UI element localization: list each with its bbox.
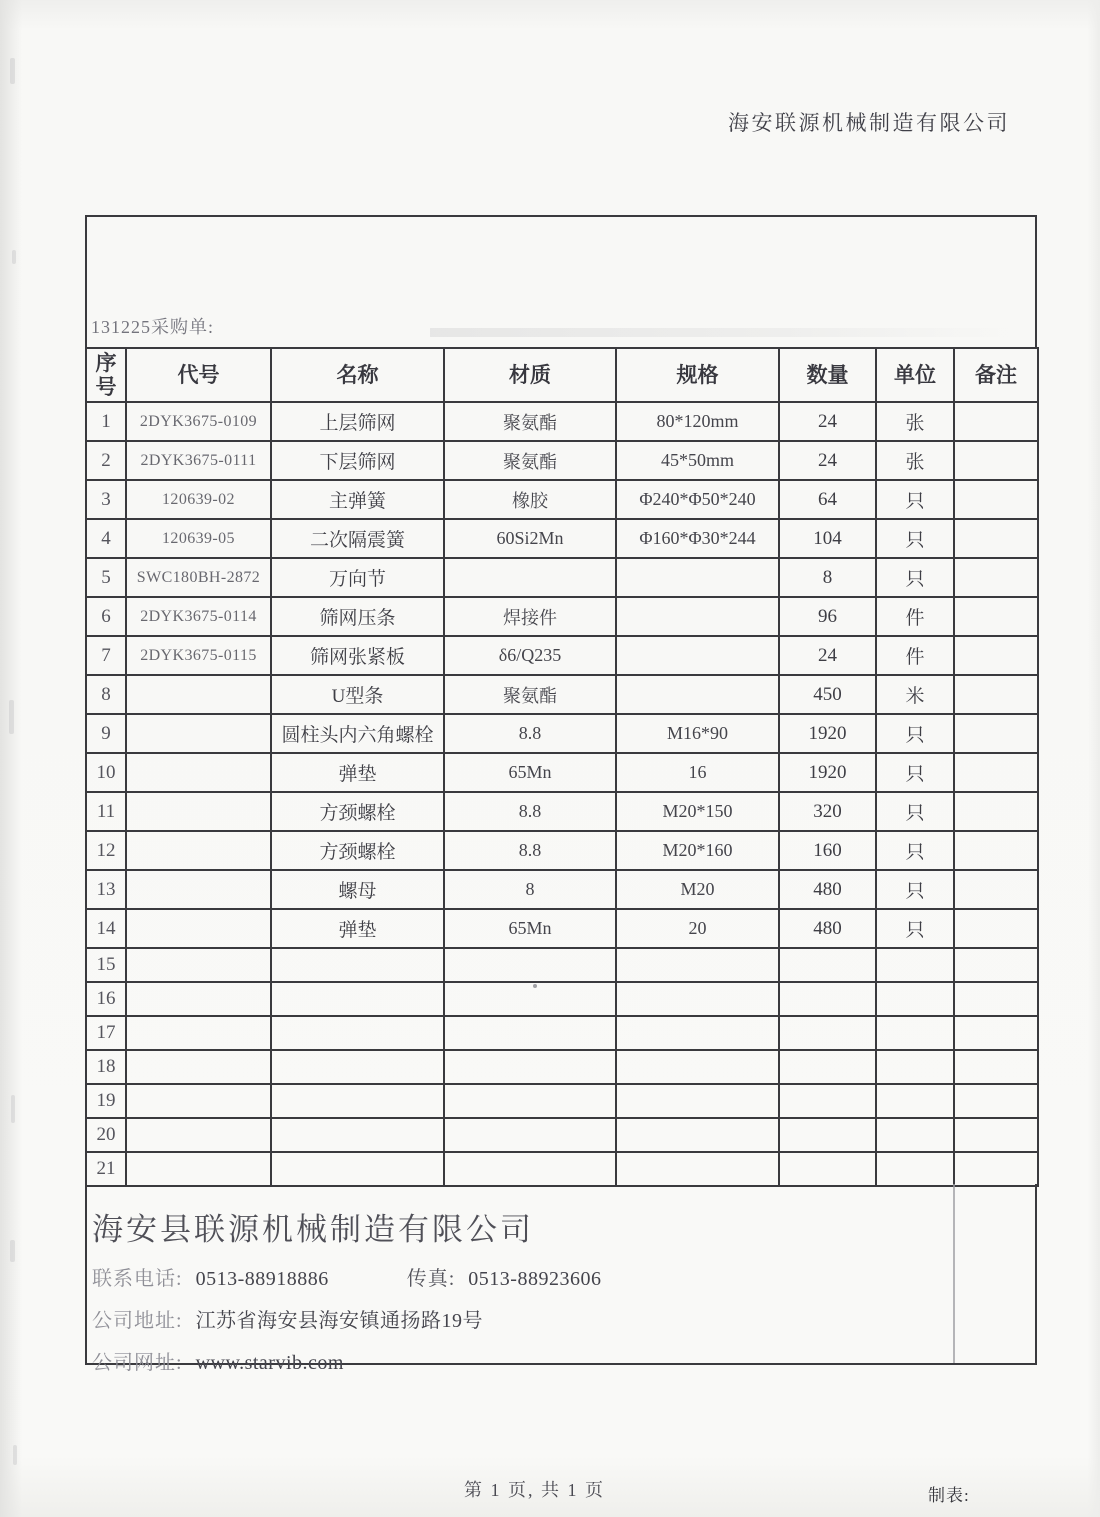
cell-code xyxy=(126,982,271,1016)
fax-label: 传真: xyxy=(406,1268,456,1290)
table-row xyxy=(86,792,1038,831)
cell-unit: 张 xyxy=(876,441,954,480)
scan-artifact xyxy=(10,58,15,84)
cell-note xyxy=(954,714,1038,753)
cell-name: 上层筛网 xyxy=(271,402,444,441)
header-seq: 序号 xyxy=(86,348,126,402)
cell-seq: 19 xyxy=(86,1084,126,1118)
cell-seq: 1 xyxy=(86,402,126,441)
phone-number: 0513-88918886 xyxy=(195,1268,329,1290)
footer-address-line xyxy=(92,1304,1035,1333)
cell-qty xyxy=(779,948,876,982)
cell-seq: 4 xyxy=(86,519,126,558)
cell-note xyxy=(954,982,1038,1016)
fax-number: 0513-88923606 xyxy=(468,1268,602,1290)
phone-label: 联系电话: xyxy=(92,1268,183,1290)
purchase-order-table xyxy=(85,347,1039,1187)
form-top-strip xyxy=(85,215,1037,347)
table-row xyxy=(86,831,1038,870)
cell-code xyxy=(126,831,271,870)
cell-qty xyxy=(779,1050,876,1084)
cell-name: 筛网张紧板 xyxy=(271,636,444,675)
cell-unit: 件 xyxy=(876,597,954,636)
cell-spec xyxy=(616,597,779,636)
cell-note xyxy=(954,1152,1038,1186)
cell-material: 聚氨酯 xyxy=(444,675,616,714)
cell-qty: 64 xyxy=(779,480,876,519)
scan-artifact xyxy=(9,700,14,734)
cell-note xyxy=(954,948,1038,982)
cell-name: 主弹簧 xyxy=(271,480,444,519)
cell-seq: 2 xyxy=(86,441,126,480)
header-name: 名称 xyxy=(271,348,444,402)
cell-note xyxy=(954,870,1038,909)
cell-code: 2DYK3675-0114 xyxy=(126,597,271,636)
cell-spec: M20*150 xyxy=(616,792,779,831)
cell-code xyxy=(126,792,271,831)
cell-seq: 8 xyxy=(86,675,126,714)
cell-name: 下层筛网 xyxy=(271,441,444,480)
cell-material: 橡胶 xyxy=(444,480,616,519)
cell-seq: 6 xyxy=(86,597,126,636)
table-row xyxy=(86,480,1038,519)
cell-spec: M16*90 xyxy=(616,714,779,753)
cell-unit: 只 xyxy=(876,792,954,831)
scan-artifact xyxy=(10,1240,15,1262)
cell-code xyxy=(126,1084,271,1118)
cell-spec xyxy=(616,1084,779,1118)
header-material: 材质 xyxy=(444,348,616,402)
cell-code xyxy=(126,1118,271,1152)
header-qty: 数量 xyxy=(779,348,876,402)
cell-unit: 米 xyxy=(876,675,954,714)
cell-note xyxy=(954,1118,1038,1152)
cell-seq: 17 xyxy=(86,1016,126,1050)
cell-material xyxy=(444,1050,616,1084)
cell-qty: 24 xyxy=(779,636,876,675)
cell-material xyxy=(444,558,616,597)
cell-seq: 12 xyxy=(86,831,126,870)
cell-material: 8.8 xyxy=(444,831,616,870)
cell-code xyxy=(126,753,271,792)
cell-qty xyxy=(779,1118,876,1152)
cell-note xyxy=(954,597,1038,636)
cell-spec xyxy=(616,982,779,1016)
table-row xyxy=(86,870,1038,909)
scan-artifact xyxy=(13,1445,17,1465)
table-row xyxy=(86,402,1038,441)
letterhead-company-name: 海安联源机械制造有限公司 xyxy=(728,111,1010,135)
cell-code xyxy=(126,675,271,714)
cell-spec xyxy=(616,675,779,714)
cell-unit: 只 xyxy=(876,909,954,948)
cell-note xyxy=(954,792,1038,831)
cell-qty xyxy=(779,982,876,1016)
cell-code xyxy=(126,948,271,982)
cell-unit xyxy=(876,1152,954,1186)
cell-spec: M20 xyxy=(616,870,779,909)
cell-name: 螺母 xyxy=(271,870,444,909)
cell-spec xyxy=(616,1152,779,1186)
table-row xyxy=(86,519,1038,558)
scan-artifact xyxy=(12,250,16,264)
cell-unit: 张 xyxy=(876,402,954,441)
cell-note xyxy=(954,909,1038,948)
cell-unit xyxy=(876,948,954,982)
cell-seq: 3 xyxy=(86,480,126,519)
cell-code xyxy=(126,1050,271,1084)
address-label: 公司地址: xyxy=(92,1310,183,1332)
cell-spec xyxy=(616,1016,779,1050)
cell-note xyxy=(954,519,1038,558)
cell-note xyxy=(954,675,1038,714)
cell-code xyxy=(126,909,271,948)
cell-qty: 104 xyxy=(779,519,876,558)
cell-spec: 20 xyxy=(616,909,779,948)
cell-note xyxy=(954,441,1038,480)
cell-spec xyxy=(616,1050,779,1084)
table-row xyxy=(86,675,1038,714)
table-row xyxy=(86,558,1038,597)
cell-unit: 只 xyxy=(876,519,954,558)
table-row xyxy=(86,1084,1038,1118)
cell-name: 二次隔震簧 xyxy=(271,519,444,558)
prepared-by-label: 制表: xyxy=(928,1486,970,1505)
cell-note xyxy=(954,753,1038,792)
cell-material: 8 xyxy=(444,870,616,909)
cell-unit xyxy=(876,982,954,1016)
cell-name xyxy=(271,1050,444,1084)
cell-unit xyxy=(876,1084,954,1118)
cell-unit: 只 xyxy=(876,870,954,909)
header-spec: 规格 xyxy=(616,348,779,402)
cell-unit: 只 xyxy=(876,831,954,870)
cell-seq: 18 xyxy=(86,1050,126,1084)
table-row xyxy=(86,753,1038,792)
cell-qty: 24 xyxy=(779,441,876,480)
cell-name: U型条 xyxy=(271,675,444,714)
cell-code xyxy=(126,1016,271,1050)
cell-material: 聚氨酯 xyxy=(444,441,616,480)
cell-note xyxy=(954,480,1038,519)
cell-qty xyxy=(779,1016,876,1050)
cell-name: 弹垫 xyxy=(271,909,444,948)
cell-name xyxy=(271,1016,444,1050)
cell-name: 筛网压条 xyxy=(271,597,444,636)
cell-qty: 24 xyxy=(779,402,876,441)
table-row xyxy=(86,948,1038,982)
cell-unit xyxy=(876,1050,954,1084)
cell-spec xyxy=(616,558,779,597)
cell-code: 2DYK3675-0111 xyxy=(126,441,271,480)
cell-spec: 80*120mm xyxy=(616,402,779,441)
table-row xyxy=(86,982,1038,1016)
table-row xyxy=(86,714,1038,753)
cell-code: 2DYK3675-0109 xyxy=(126,402,271,441)
header-code: 代号 xyxy=(126,348,271,402)
cell-name xyxy=(271,982,444,1016)
cell-code: 120639-05 xyxy=(126,519,271,558)
table-row xyxy=(86,909,1038,948)
table-row xyxy=(86,1016,1038,1050)
cell-material: 8.8 xyxy=(444,714,616,753)
cell-seq: 16 xyxy=(86,982,126,1016)
cell-name xyxy=(271,1152,444,1186)
cell-name xyxy=(271,1084,444,1118)
cell-qty xyxy=(779,1084,876,1118)
cell-note xyxy=(954,402,1038,441)
cell-name xyxy=(271,948,444,982)
cell-code xyxy=(126,1152,271,1186)
cell-note xyxy=(954,1050,1038,1084)
scan-edge-shading xyxy=(0,0,26,1517)
table-row xyxy=(86,636,1038,675)
cell-seq: 9 xyxy=(86,714,126,753)
cell-name: 方颈螺栓 xyxy=(271,831,444,870)
cell-seq: 13 xyxy=(86,870,126,909)
cell-spec: Φ240*Φ50*240 xyxy=(616,480,779,519)
table-header-row xyxy=(86,348,1038,402)
cell-note xyxy=(954,1084,1038,1118)
cell-qty: 96 xyxy=(779,597,876,636)
cell-material xyxy=(444,1016,616,1050)
company-info-block xyxy=(85,1184,1037,1374)
cell-code: 2DYK3675-0115 xyxy=(126,636,271,675)
cell-material: 8.8 xyxy=(444,792,616,831)
cell-qty xyxy=(779,1152,876,1186)
table-column-divider xyxy=(953,1184,955,1363)
cell-spec: M20*160 xyxy=(616,831,779,870)
scan-artifact xyxy=(11,1095,15,1123)
table-row xyxy=(86,1118,1038,1152)
cell-seq: 21 xyxy=(86,1152,126,1186)
table-row xyxy=(86,1152,1038,1186)
cell-material xyxy=(444,1152,616,1186)
purchase-order-label: 131225采购单: xyxy=(91,317,215,337)
cell-unit: 只 xyxy=(876,714,954,753)
cell-qty: 1920 xyxy=(779,714,876,753)
cell-unit: 只 xyxy=(876,753,954,792)
cell-seq: 11 xyxy=(86,792,126,831)
cell-code: 120639-02 xyxy=(126,480,271,519)
cell-material xyxy=(444,1118,616,1152)
cell-name xyxy=(271,1118,444,1152)
cell-qty: 1920 xyxy=(779,753,876,792)
cell-material: 65Mn xyxy=(444,753,616,792)
cell-material xyxy=(444,982,616,1016)
cell-seq: 10 xyxy=(86,753,126,792)
cell-seq: 5 xyxy=(86,558,126,597)
address-value: 江苏省海安县海安镇通扬路19号 xyxy=(195,1310,484,1332)
cell-name: 圆柱头内六角螺栓 xyxy=(271,714,444,753)
cell-spec: Φ160*Φ30*244 xyxy=(616,519,779,558)
footer-company-name: 海安县联源机械制造有限公司 xyxy=(92,1212,534,1247)
cell-note xyxy=(954,636,1038,675)
website-label: 公司网址: xyxy=(92,1352,183,1374)
cell-material: 60Si2Mn xyxy=(444,519,616,558)
cell-unit xyxy=(876,1016,954,1050)
cell-qty: 320 xyxy=(779,792,876,831)
cell-seq: 7 xyxy=(86,636,126,675)
table-body xyxy=(86,402,1038,1186)
cell-material: 聚氨酯 xyxy=(444,402,616,441)
website-value: www.starvib.com xyxy=(195,1352,344,1374)
cell-material xyxy=(444,1084,616,1118)
cell-seq: 15 xyxy=(86,948,126,982)
cell-spec xyxy=(616,948,779,982)
cell-unit: 件 xyxy=(876,636,954,675)
table-row xyxy=(86,1050,1038,1084)
cell-material: 65Mn xyxy=(444,909,616,948)
cell-seq: 14 xyxy=(86,909,126,948)
cell-qty: 480 xyxy=(779,909,876,948)
cell-qty: 480 xyxy=(779,870,876,909)
header-unit: 单位 xyxy=(876,348,954,402)
cell-spec: 45*50mm xyxy=(616,441,779,480)
cell-note xyxy=(954,558,1038,597)
footer-website-line xyxy=(92,1346,1035,1375)
cell-material: δ6/Q235 xyxy=(444,636,616,675)
cell-unit: 只 xyxy=(876,558,954,597)
cell-note xyxy=(954,831,1038,870)
cell-spec xyxy=(616,636,779,675)
cell-qty: 450 xyxy=(779,675,876,714)
cell-note xyxy=(954,1016,1038,1050)
cell-name: 弹垫 xyxy=(271,753,444,792)
table-row xyxy=(86,597,1038,636)
cell-qty: 8 xyxy=(779,558,876,597)
cell-unit: 只 xyxy=(876,480,954,519)
cell-code xyxy=(126,714,271,753)
cell-material: 焊接件 xyxy=(444,597,616,636)
cell-name: 万向节 xyxy=(271,558,444,597)
cell-spec xyxy=(616,1118,779,1152)
header-note: 备注 xyxy=(954,348,1038,402)
page-number-info: 第 1 页, 共 1 页 xyxy=(464,1480,605,1500)
cell-spec: 16 xyxy=(616,753,779,792)
cell-code: SWC180BH-2872 xyxy=(126,558,271,597)
cell-name: 方颈螺栓 xyxy=(271,792,444,831)
cell-seq: 20 xyxy=(86,1118,126,1152)
cell-material xyxy=(444,948,616,982)
scan-edge-shading xyxy=(1086,0,1100,1517)
cell-qty: 160 xyxy=(779,831,876,870)
footer-contact-line xyxy=(92,1262,1035,1291)
cell-unit xyxy=(876,1118,954,1152)
table-row xyxy=(86,441,1038,480)
cell-code xyxy=(126,870,271,909)
